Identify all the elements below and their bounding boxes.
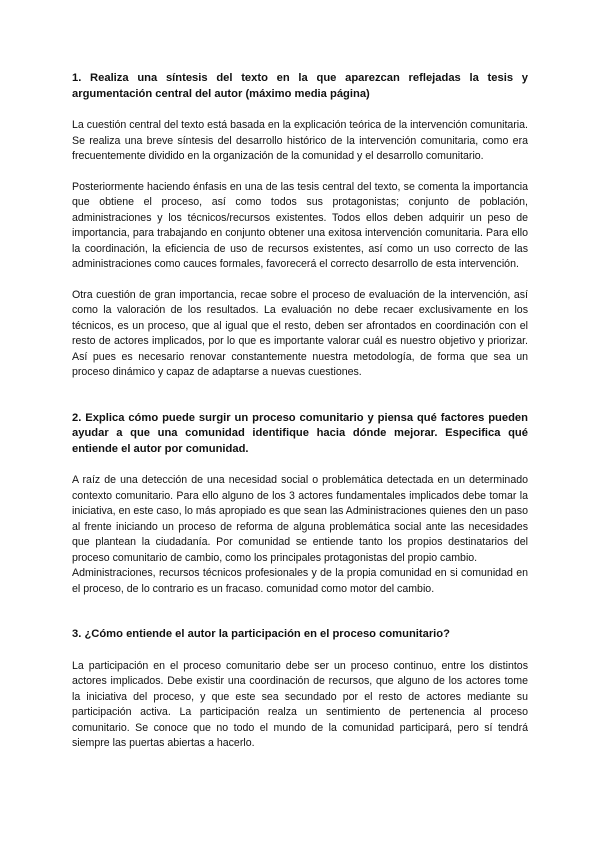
- question-1-heading: 1. Realiza una síntesis del texto en la que aparezcan reflejadas la tesis y argumentación central del autor (máximo media página): [72, 72, 528, 100]
- answer-1-paragraph-1: La cuestión central del texto está basada en la explicación teórica de la intervención comunitaria. Se realiza una breve síntesis del desarrollo histórico de la intervención comunitaria, como era frecuentemente dividido en la organización de la comunidad y el desarrollo comunitario.: [72, 119, 528, 162]
- answer-1-paragraph-2: Posteriormente haciendo énfasis en una de las tesis central del texto, se comenta la importancia que obtiene el proceso, así como todos sus protagonistas; conjunto de población, administraciones y los técnicos/recursos existentes. Todos ellos deben adquirir un peso de importancia, para trabajando en conjunto obtener una exitosa intervención comunitaria. Para ello la coordinación, la eficiencia de uso de recursos existentes, así como un uso correcto de las administraciones como cauces formales, favorecerá el correcto desarrollo de esta intervención.: [72, 180, 528, 270]
- question-3-heading: 3. ¿Cómo entiende el autor la participación en el proceso comunitario?: [72, 628, 450, 640]
- answer-2-paragraph-1: A raíz de una detección de una necesidad social o problemática detectada en un determinado contexto comunitario. Para ello alguno de los 3 actores fundamentales implicados debe tomar la iniciativa, en este caso, lo más apropiado es que sean las Administraciones quienes den un paso al frente iniciando un proceso de reforma de alguna problemática social ante las necesidades que plantean la ciudadanía. Por comunidad se entiende tanto los propios destinatarios del proceso comunitario de cambio, como los principales protagonistas del propio cambio.: [72, 474, 528, 564]
- answer-3-paragraph-1: La participación en el proceso comunitario debe ser un proceso continuo, entre los distintos actores implicados. Debe existir una coordinación de recursos, que alguno de los actores tome la iniciativa del proceso, y que este sea secundado por el resto de actores mediante su participación activa. La participación realza un sentimiento de pertenencia al proceso comunitario. Se conoce que no todo el mundo de la comunidad participará, pero sí tendrá siempre las puertas abiertas a hacerlo.: [72, 659, 528, 749]
- answer-1-paragraph-3: Otra cuestión de gran importancia, recae sobre el proceso de evaluación de la intervención, así como la valoración de los resultados. La evaluación no debe recaer exclusivamente en los técnicos, es un proceso, que al igual que el resto, deben ser afrontados en coordinación con el resto de actores implicados, por lo que es importante valorar cuál es nuestro objetivo y priorizar. Así pues es necesario renovar constantemente nuestra metodología, de forma que sea un proceso dinámico y capaz de adaptarse a nuevas cuestiones.: [72, 288, 528, 378]
- question-2-heading: 2. Explica cómo puede surgir un proceso comunitario y piensa qué factores pueden ayudar a que una comunidad identifique hacia dónde mejorar. Especifica qué entiende el autor por comunidad.: [72, 411, 528, 455]
- answer-2-paragraph-2: Administraciones, recursos técnicos profesionales y de la propia comunidad en si comunidad en el proceso, de lo contrario es un fracaso. comunidad como motor del cambio.: [72, 567, 528, 595]
